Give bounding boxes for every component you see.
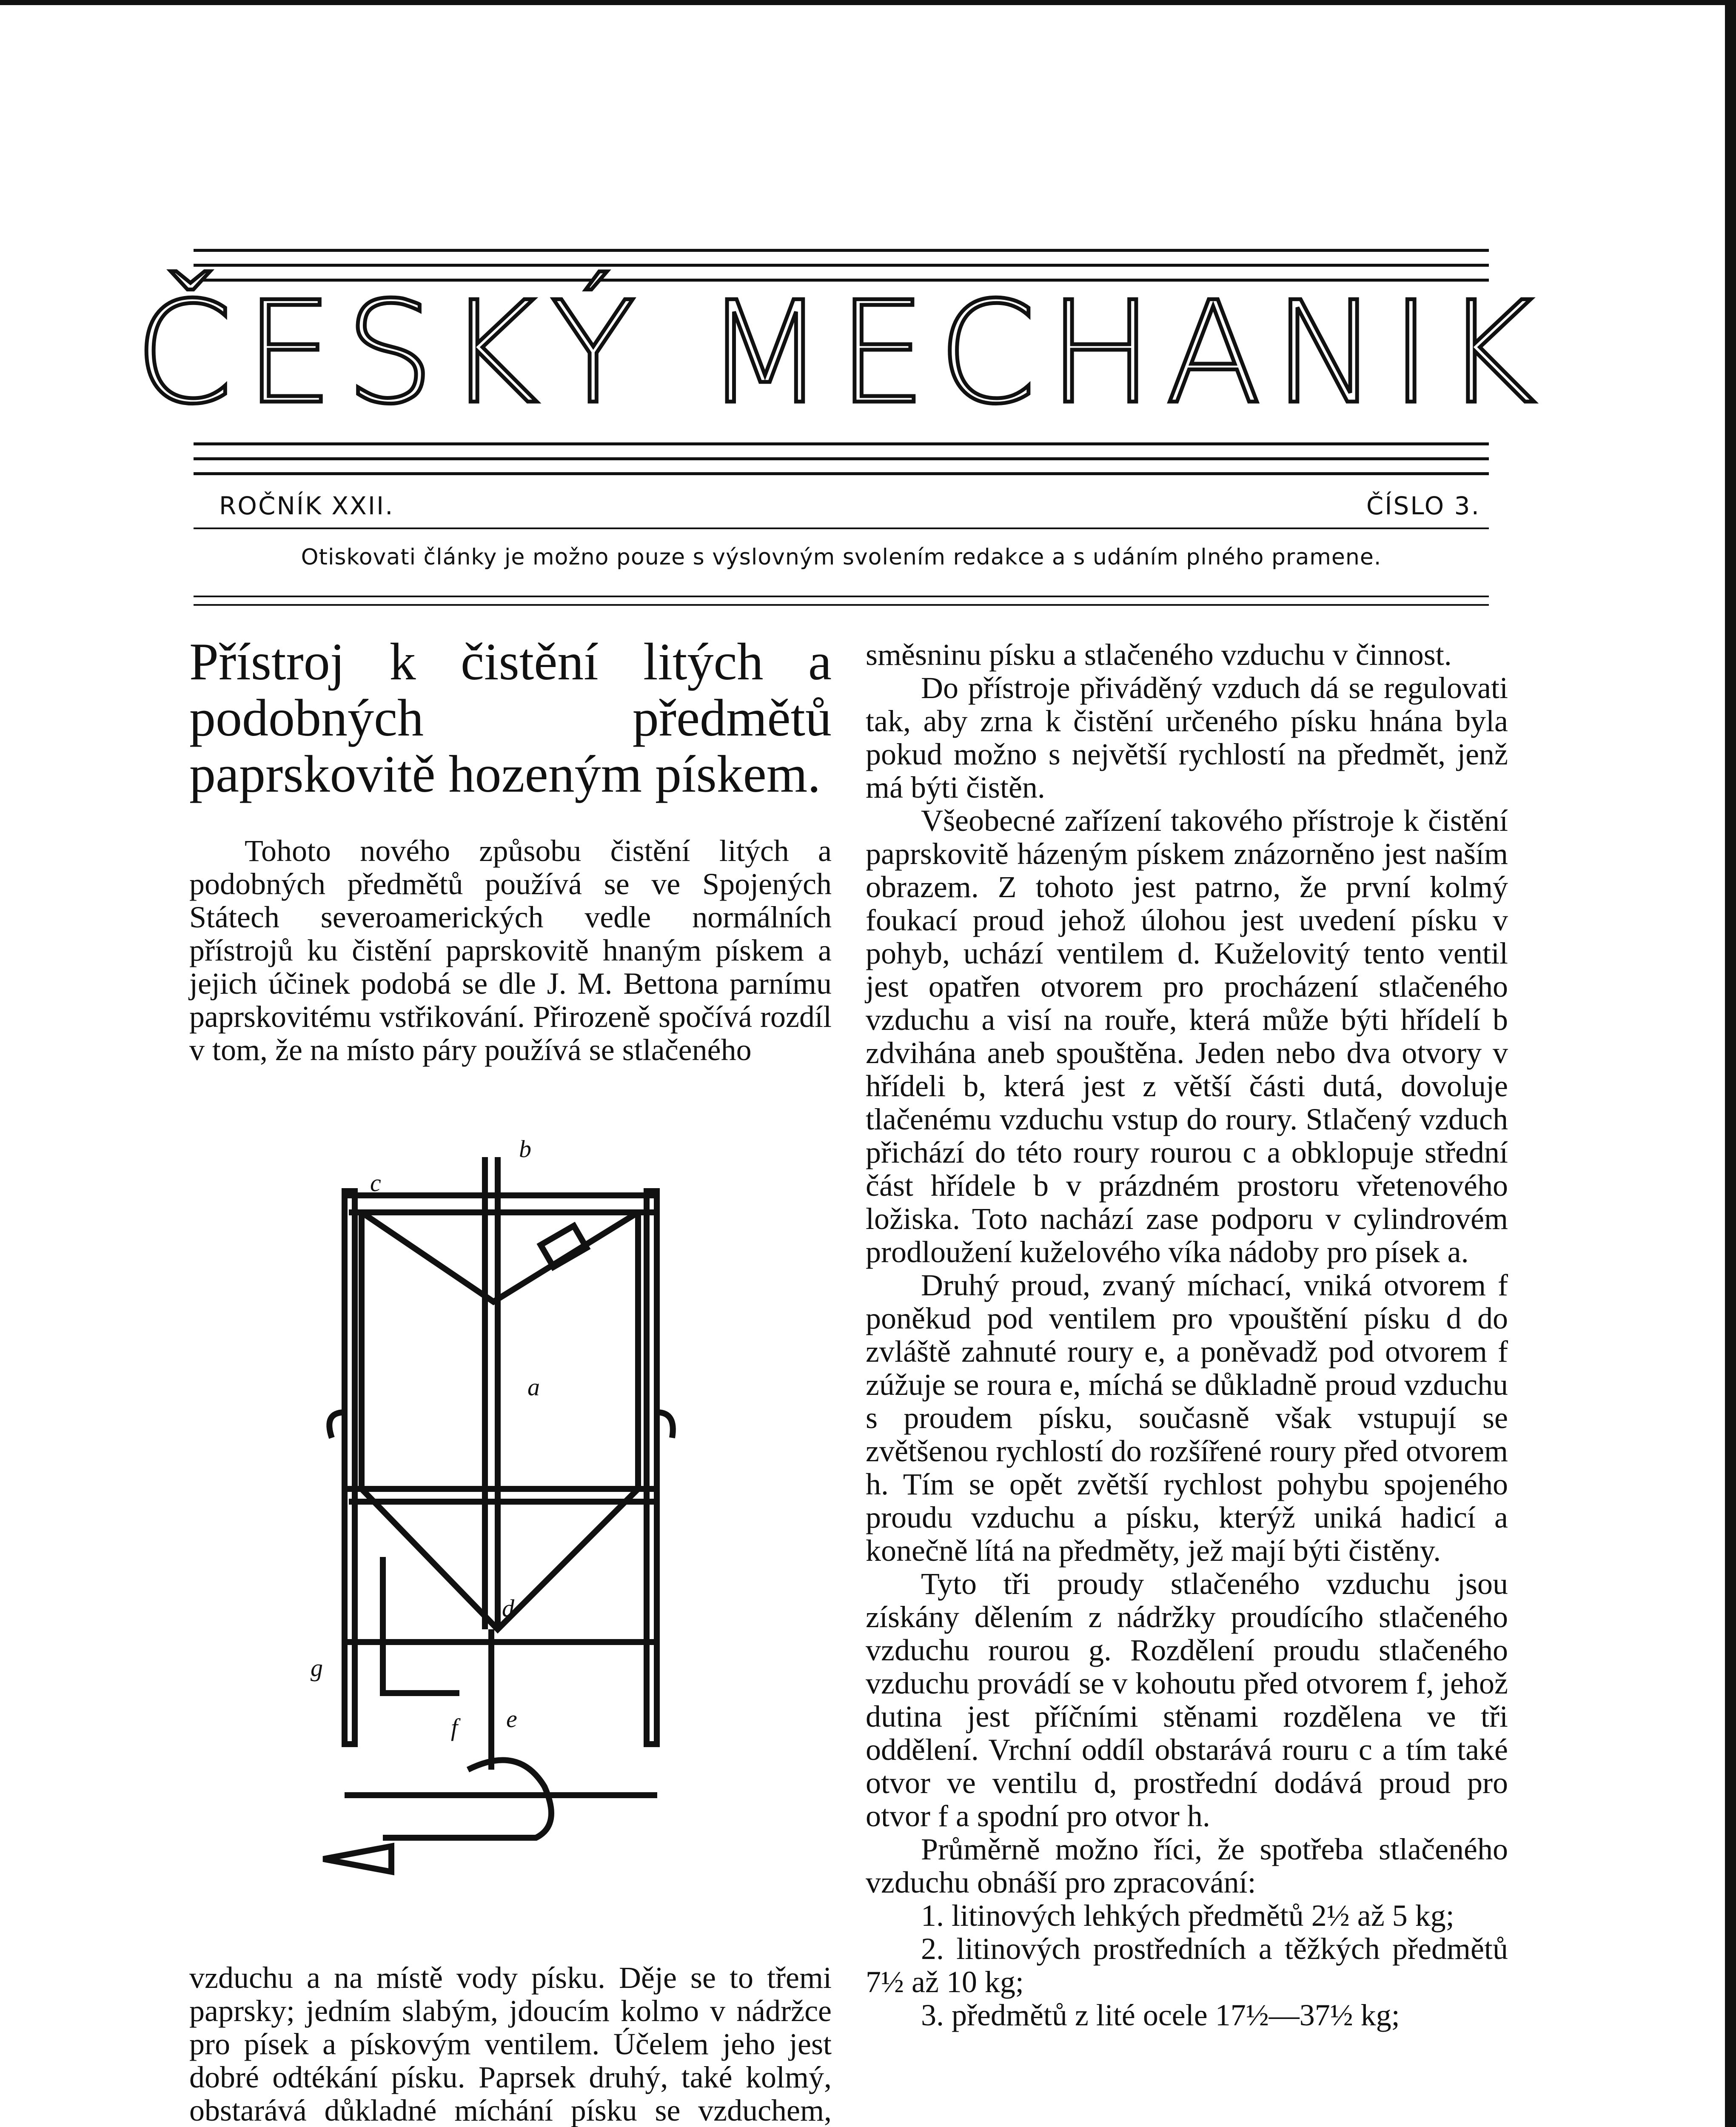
list-item-3: 3. předmětů z lité ocele 17½—37½ kg;	[921, 1998, 1400, 2032]
reprint-notice: Otiskovati články je možno pouze s výslovným svolením redakce a s udáním plného pramene.	[301, 545, 1382, 570]
figure-nozzle	[323, 1846, 391, 1872]
left-column	[189, 634, 832, 1066]
article-title: Přístroj k čistění litých a podobných předmětů paprskovitě hozeným pískem.	[189, 633, 832, 803]
issue-number: ČÍSLO 3.	[1366, 491, 1480, 520]
masthead-rule-top-2	[194, 264, 1489, 267]
masthead-rule-bottom-2	[194, 457, 1489, 460]
figure-label-b: b	[519, 1140, 531, 1163]
right-column	[866, 638, 1508, 2032]
left-column-bottom	[189, 1961, 832, 2127]
figure-frame-right	[647, 1191, 657, 1744]
figure-label-g: g	[311, 1654, 323, 1682]
figure-label-c: c	[370, 1169, 381, 1197]
list-item-1: 1. litinových lehkých předmětů 2½ až 5 kg;	[921, 1899, 1454, 1933]
issue-rule	[194, 527, 1489, 529]
figure-label-d: d	[502, 1594, 514, 1622]
scan-edge-right	[1725, 0, 1736, 2127]
paragraph-intro: Tohoto nového způsobu čistění litých a podobných předmětů používá se ve Spojených Státech severoamerických vedle normálních přístrojů ku čistění paprskovitě hnaným pískem a jejich účinek podobá se dle J. M. Bettona parnímu paprskovitému vstřikování. Přirozeně spočívá rozdíl v tom, že na místo páry používá se stlačeného	[189, 834, 832, 1067]
volume-label: ROČNÍK XXII.	[219, 491, 394, 520]
masthead-rule-bottom-1	[194, 442, 1489, 445]
scan-edge-top	[0, 0, 1736, 5]
paragraph-right-5: Tyto tři proudy stlačeného vzduchu jsou získány dělením z nádržky proudícího stlačeného vzduchu rourou g. Rozdělení proudu stlačeného vzduchu provádí se v kohoutu před otvorem f, jehož dutina jest příčními stěnami rozdělena ve tři oddělení. Vrchní oddíl obstarává rouru c a tím také otvor ve ventilu d, prostřední dodává proud pro otvor f a spodní pro otvor h.	[866, 1567, 1508, 1833]
figure-frame-left	[345, 1191, 355, 1744]
notice-rule-1	[194, 596, 1489, 597]
masthead-title: ČESKÝ MECHANIK	[134, 271, 1548, 435]
paragraph-right-2: Do přístroje přiváděný vzduch dá se regulovati tak, aby zrna k čistění určeného písku hnána byla pokud možno s největší rychlostí na předmět, jenž má býti čistěn.	[866, 671, 1508, 804]
figure-pipe-loop	[383, 1760, 551, 1838]
paragraph-right-1: směsninu písku a stlačeného vzduchu v činnost.	[866, 638, 1452, 672]
list-item-2: 2. litinových prostředních a těžkých předmětů 7½ až 10 kg;	[866, 1932, 1508, 1999]
paragraph-right-4: Druhý proud, zvaný míchací, vniká otvorem f poněkud pod ventilem pro vpouštění písku d do zvláště zahnuté roury e, a poněvadž pod otvorem f zúžuje se roura e, míchá se důkladně proud vzduchu s proudem písku, současně však vstupují se zvětšenou rychlostí do rozšířené roury před otvorem h. Tím se opět zvětší rychlost pohybu spojeného proudu vzduchu a písku, kterýž uniká hadicí a konečně lítá na předměty, jež mají býti čistěny.	[866, 1268, 1508, 1568]
paragraph-right-3: Všeobecné zařízení takového přístroje k čistění paprskovitě házeným pískem znázorněno jest naším obrazem. Z tohoto jest patrno, že první kolmý foukací proud jehož úlohou jest uvedení písku v pohyb, uchází ventilem d. Kuželovitý tento ventil jest opatřen otvorem pro procházení stlačeného vzduchu a visí na rouře, která může býti hřídelí b zdvihána aneb spouštěna. Jeden nebo dva otvory v hřídeli b, která jest z větší části dutá, dovoluje tlačenému vzduchu vstup do roury. Stlačený vzduch přichází do této roury rourou c a obklopuje střední část hřídele b v prázdném prostoru vřetenového ložiska. Toto nachází zase podporu v cylindrovém prodloužení kuželového víka nádoby pro písek a.	[866, 804, 1508, 1269]
issue-row	[194, 491, 1489, 530]
masthead-rule-top-1	[194, 249, 1489, 252]
figure-label-f: f	[451, 1714, 458, 1741]
paragraph-right-6: Průměrně možno říci, že spotřeba stlačeného vzduchu obnáší pro zpracování:	[866, 1832, 1508, 1899]
paragraph-left-continued: vzduchu a na místě vody písku. Děje se to třemi paprsky; jedním slabým, jdoucím kolmo v nádržce pro písek a pískovým ventilem. Účelem jeho jest dobré odtékání písku. Paprsek druhý, také kolmý, obstarává důkladné míchání písku se vzduchem,	[189, 1961, 832, 2127]
figure-label-e: e	[506, 1705, 517, 1733]
masthead-rule-bottom-3	[194, 472, 1489, 475]
masthead	[134, 271, 1548, 435]
notice-rule-2	[194, 604, 1489, 606]
figure-label-a: a	[527, 1373, 540, 1401]
sandblast-apparatus-figure	[298, 1140, 715, 1889]
